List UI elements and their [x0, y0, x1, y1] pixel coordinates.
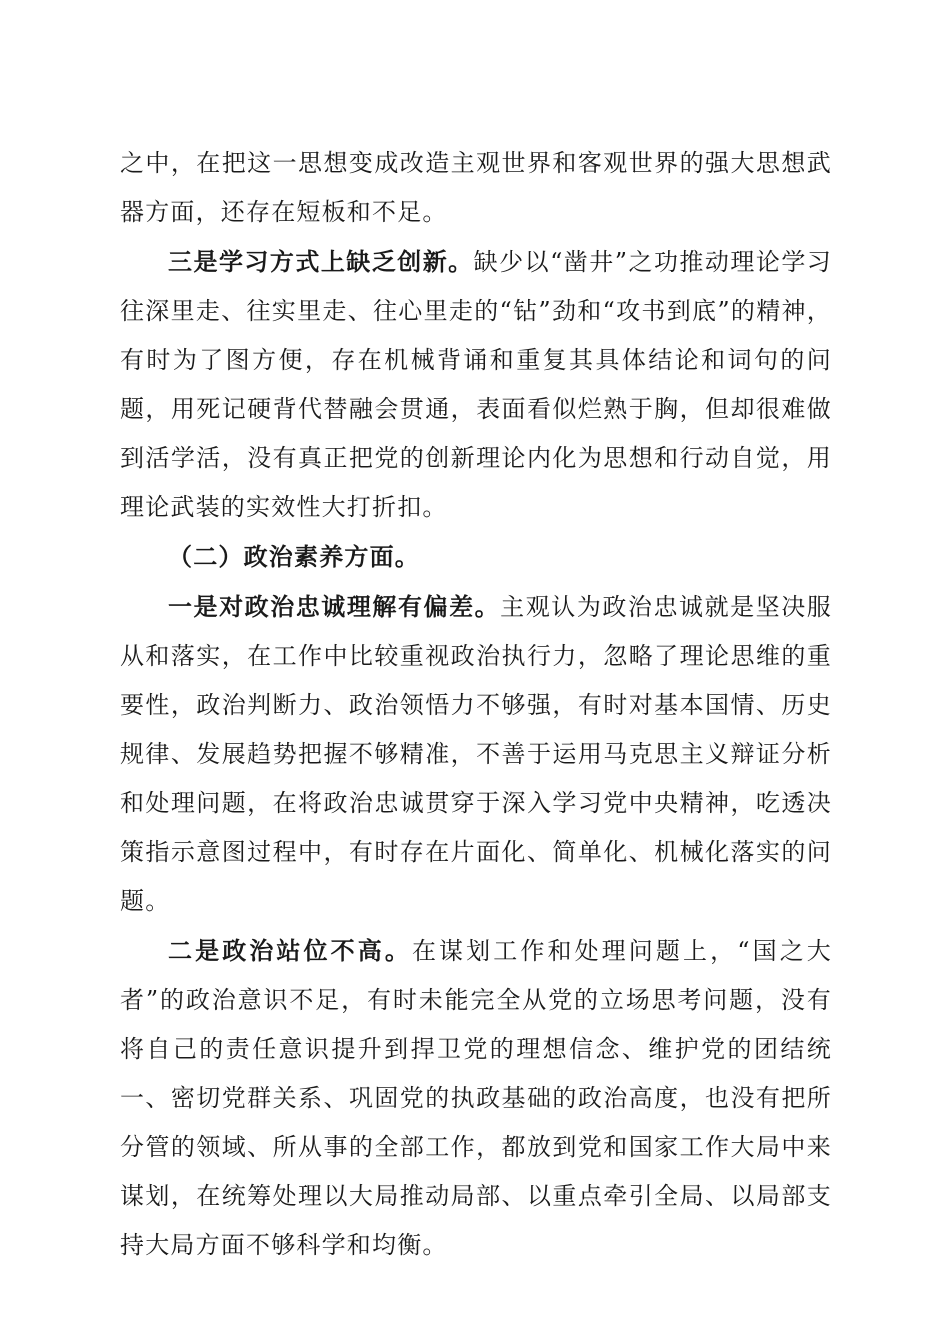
paragraph-political-standing [120, 926, 832, 1270]
paragraph-learning-method [120, 237, 832, 532]
paragraph-continuation [120, 138, 832, 237]
paragraph-lead: 三是学习方式上缺乏创新。 [168, 247, 474, 276]
paragraph-political-loyalty [120, 582, 832, 926]
paragraph-text: 主观认为政治忠诚就是坚决服从和落实，在工作中比较重视政治执行力，忽略了理论思维的重要性，政治判断力、政治领悟力不够强，有时对基本国情、历史规律、发展趋势把握不够精准，不善于运用马克思主义辩证分析和处理问题，在将政治忠诚贯穿于深入学习党中央精神，吃透决策指示意图过程中，有时存在片面化、简单化、机械化落实的问题。 [120, 593, 832, 915]
paragraph-lead: 二是政治站位不高。 [168, 936, 412, 965]
paragraph-text: 缺少以“凿井”之功推动理论学习往深里走、往实里走、往心里走的“钻”劲和“攻书到底”的精神，有时为了图方便，存在机械背诵和重复其具体结论和词句的问题，用死记硬背代替融会贯通，表面看似烂熟于胸，但却很难做到活学活，没有真正把党的创新理论内化为思想和行动自觉，用理论武装的实效性大打折扣。 [120, 248, 832, 521]
document-body [120, 138, 832, 1270]
paragraph-text: 之中，在把这一思想变成改造主观世界和客观世界的强大思想武器方面，还存在短板和不足。 [120, 149, 832, 226]
section-heading: （二）政治素养方面。 [168, 542, 420, 571]
paragraph-text: 在谋划工作和处理问题上，“国之大者”的政治意识不足，有时未能完全从党的立场思考问题，没有将自己的责任意识提升到捍卫党的理想信念、维护党的团结统一、密切党群关系、巩固党的执政基础的政治高度，也没有把所分管的领域、所从事的全部工作，都放到党和国家工作大局中来谋划，在统筹处理以大局推动局部、以重点牵引全局、以局部支持大局方面不够科学和均衡。 [120, 937, 832, 1259]
paragraph-lead: 一是对政治忠诚理解有偏差。 [168, 592, 501, 621]
section-heading-political-literacy [120, 532, 832, 582]
